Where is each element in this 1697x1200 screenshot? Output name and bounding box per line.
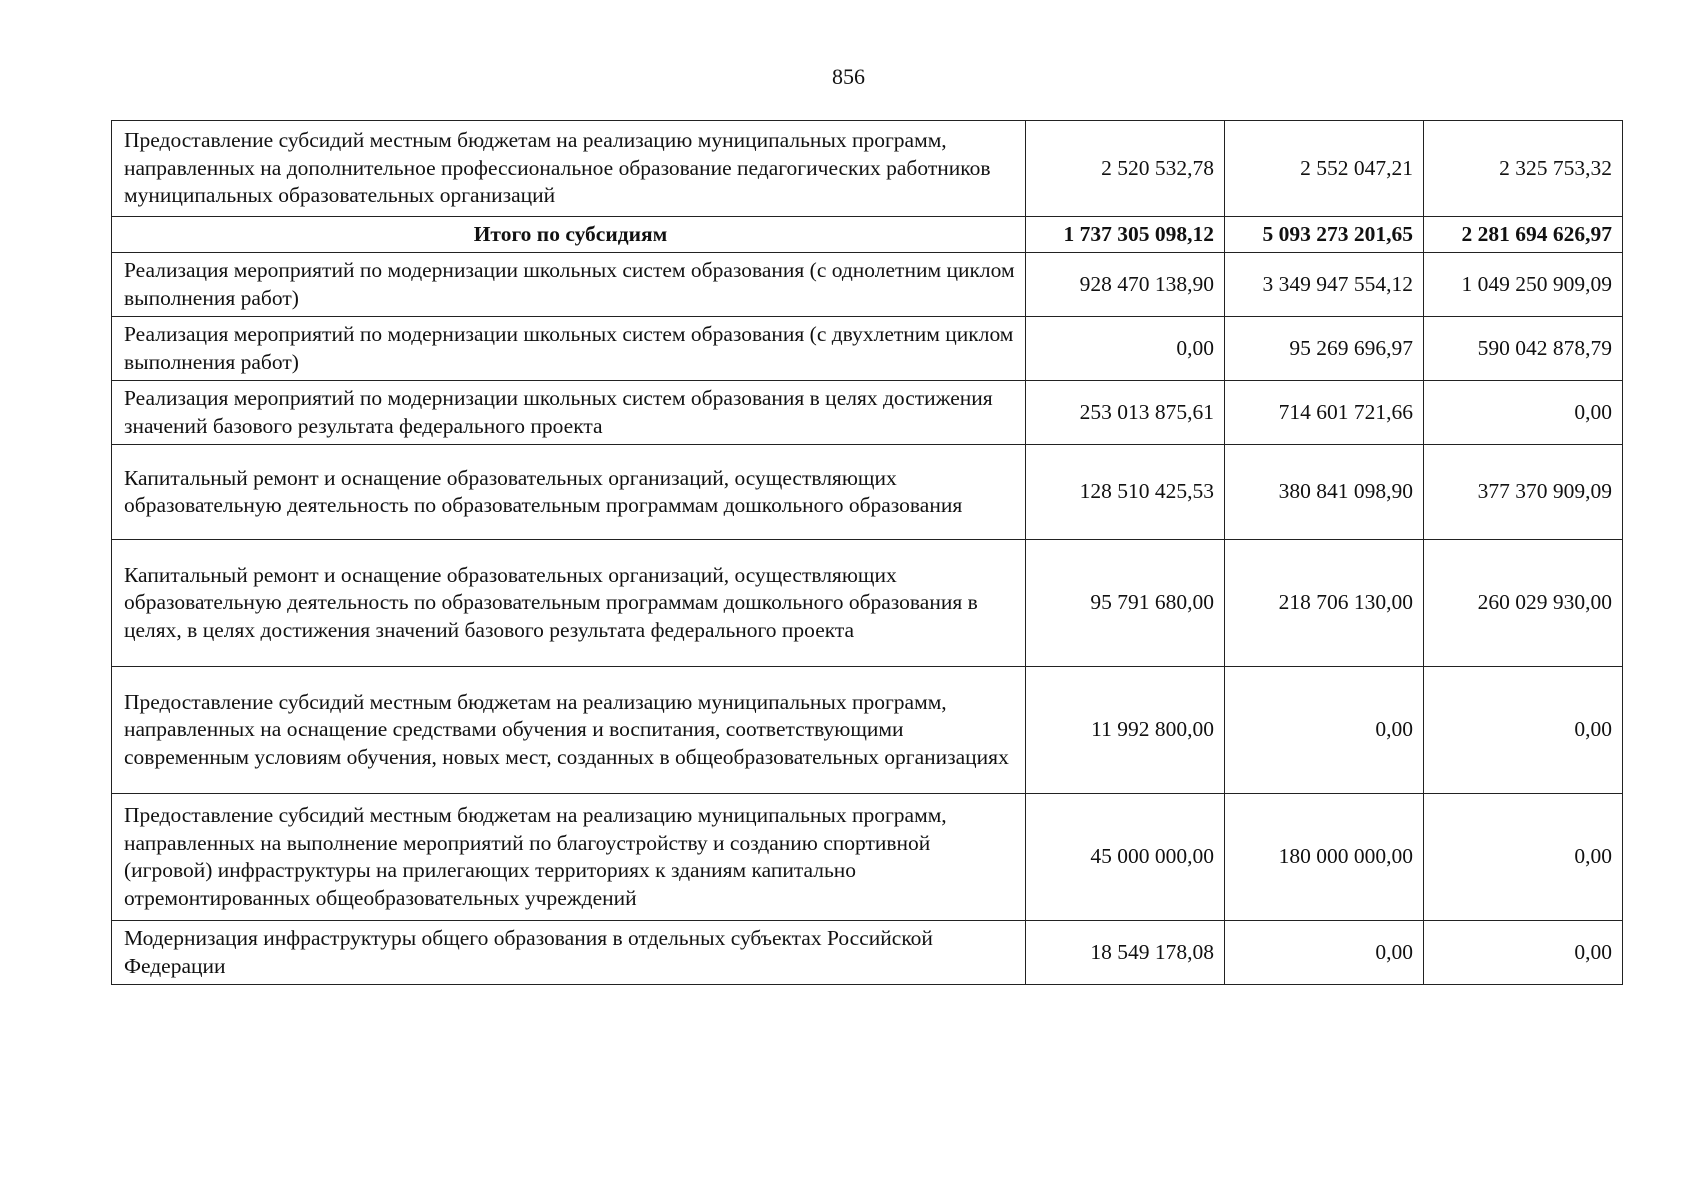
row-description: Реализация мероприятий по модернизации школьных систем образования (с однолетним циклом выполнения работ) bbox=[112, 253, 1026, 317]
page-number: 856 bbox=[832, 64, 865, 89]
table-row bbox=[112, 317, 1623, 381]
table-row bbox=[112, 445, 1623, 540]
total-row bbox=[112, 217, 1623, 253]
row-value-3: 1 049 250 909,09 bbox=[1424, 253, 1623, 317]
row-value-3: 260 029 930,00 bbox=[1424, 540, 1623, 667]
row-value-1: 0,00 bbox=[1026, 317, 1225, 381]
row-value-1: 18 549 178,08 bbox=[1026, 921, 1225, 985]
table-row bbox=[112, 667, 1623, 794]
row-value-3: 0,00 bbox=[1424, 667, 1623, 794]
row-value-2: 380 841 098,90 bbox=[1225, 445, 1424, 540]
total-value-1: 1 737 305 098,12 bbox=[1026, 217, 1225, 253]
table-row bbox=[112, 540, 1623, 667]
table-row bbox=[112, 794, 1623, 921]
table-row bbox=[112, 253, 1623, 317]
row-description: Реализация мероприятий по модернизации школьных систем образования (с двухлетним циклом выполнения работ) bbox=[112, 317, 1026, 381]
row-value-3: 590 042 878,79 bbox=[1424, 317, 1623, 381]
row-value-1: 45 000 000,00 bbox=[1026, 794, 1225, 921]
row-description: Модернизация инфраструктуры общего образования в отдельных субъектах Российской Федерации bbox=[112, 921, 1026, 985]
total-value-2: 5 093 273 201,65 bbox=[1225, 217, 1424, 253]
row-value-2: 95 269 696,97 bbox=[1225, 317, 1424, 381]
row-value-2: 0,00 bbox=[1225, 667, 1424, 794]
row-value-2: 218 706 130,00 bbox=[1225, 540, 1424, 667]
total-value-3: 2 281 694 626,97 bbox=[1424, 217, 1623, 253]
row-value-2: 180 000 000,00 bbox=[1225, 794, 1424, 921]
row-value-3: 2 325 753,32 bbox=[1424, 121, 1623, 217]
row-description: Предоставление субсидий местным бюджетам на реализацию муниципальных программ, направленных на выполнение мероприятий по благоустройству и созданию спортивной (игровой) инфраструктуры на прилегающих территориях к зданиям капитально отремонтированных общеобразовательных учреждений bbox=[112, 794, 1026, 921]
row-value-2: 714 601 721,66 bbox=[1225, 381, 1424, 445]
row-value-3: 0,00 bbox=[1424, 794, 1623, 921]
row-description: Капитальный ремонт и оснащение образовательных организаций, осуществляющих образовательную деятельность по образовательным программам дошкольного образования bbox=[112, 445, 1026, 540]
row-value-1: 928 470 138,90 bbox=[1026, 253, 1225, 317]
row-description: Реализация мероприятий по модернизации школьных систем образования в целях достижения значений базового результата федерального проекта bbox=[112, 381, 1026, 445]
row-value-2: 0,00 bbox=[1225, 921, 1424, 985]
row-value-3: 377 370 909,09 bbox=[1424, 445, 1623, 540]
table-row bbox=[112, 381, 1623, 445]
row-value-1: 128 510 425,53 bbox=[1026, 445, 1225, 540]
row-value-3: 0,00 bbox=[1424, 381, 1623, 445]
row-value-2: 2 552 047,21 bbox=[1225, 121, 1424, 217]
row-description: Капитальный ремонт и оснащение образовательных организаций, осуществляющих образовательную деятельность по образовательным программам дошкольного образования в целях, в целях достижения значений базового результата федерального проекта bbox=[112, 540, 1026, 667]
total-label: Итого по субсидиям bbox=[112, 217, 1026, 253]
row-value-1: 2 520 532,78 bbox=[1026, 121, 1225, 217]
row-value-1: 11 992 800,00 bbox=[1026, 667, 1225, 794]
budget-table bbox=[111, 120, 1623, 985]
row-value-1: 95 791 680,00 bbox=[1026, 540, 1225, 667]
row-description: Предоставление субсидий местным бюджетам на реализацию муниципальных программ, направленных на оснащение средствами обучения и воспитания, соответствующими современным условиям обучения, новых мест, созданных в общеобразовательных организациях bbox=[112, 667, 1026, 794]
row-value-2: 3 349 947 554,12 bbox=[1225, 253, 1424, 317]
table-row bbox=[112, 121, 1623, 217]
table-row bbox=[112, 921, 1623, 985]
row-value-3: 0,00 bbox=[1424, 921, 1623, 985]
row-description: Предоставление субсидий местным бюджетам на реализацию муниципальных программ, направленных на дополнительное профессиональное образование педагогических работников муниципальных образовательных организаций bbox=[112, 121, 1026, 217]
row-value-1: 253 013 875,61 bbox=[1026, 381, 1225, 445]
